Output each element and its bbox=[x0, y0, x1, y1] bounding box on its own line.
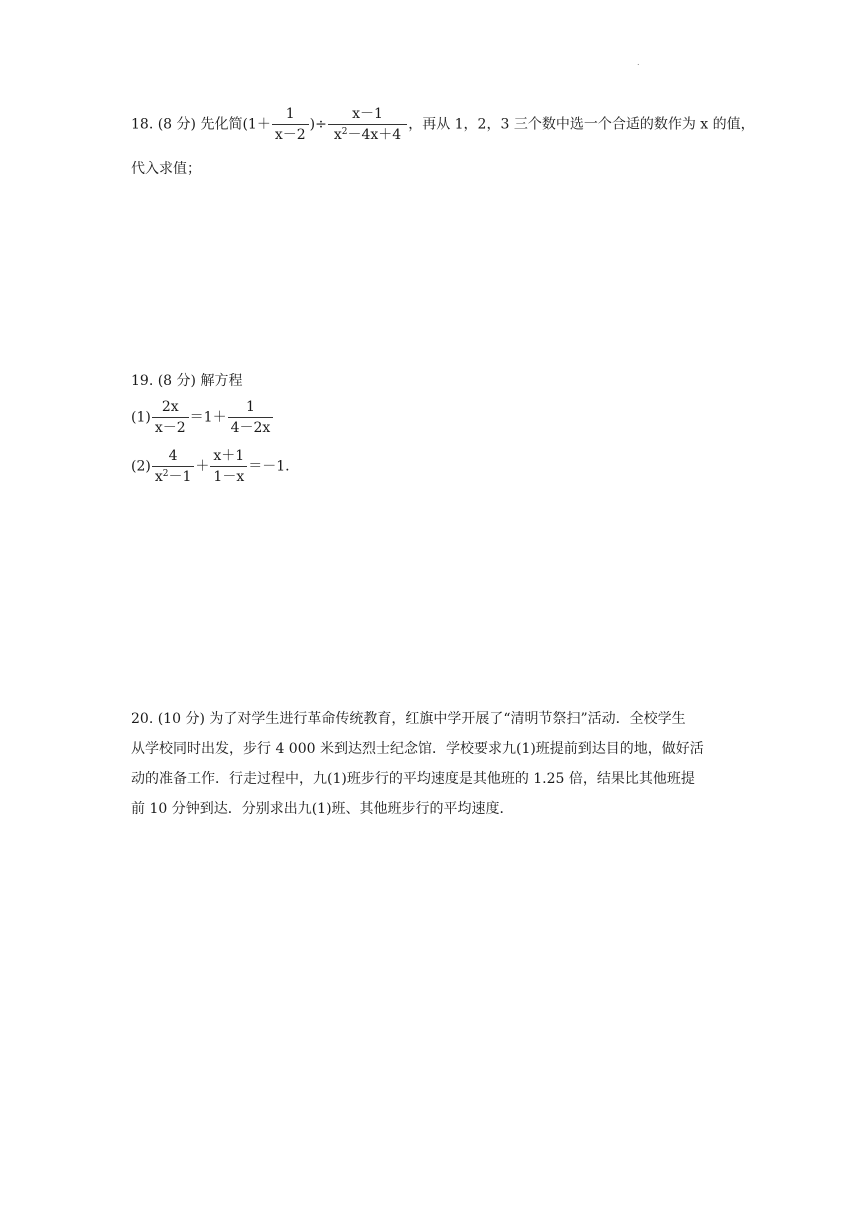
q18-f1-numerator: 1 bbox=[285, 106, 295, 122]
question-18-line-2: 代入求值； bbox=[131, 161, 201, 177]
q20-line: 前 10 分钟到达．分别求出九(1)班、其他班步行的平均速度． bbox=[131, 801, 514, 817]
q19-p1-f2-numerator: 1 bbox=[245, 399, 255, 415]
q18-fraction-2 bbox=[328, 106, 407, 143]
q20-line: 20. (10 分) 为了对学生进行革命传统教育，红旗中学开展了“清明节祭扫”活动．全校学生 bbox=[131, 711, 686, 727]
q19-p2-f2-numerator: x＋1 bbox=[213, 448, 245, 464]
q19-p1-mid: ＝1＋ bbox=[189, 409, 227, 426]
q18-lead: 18. (8 分) 先化简(1＋ bbox=[131, 116, 271, 133]
q19-p1-fraction-1 bbox=[152, 399, 189, 436]
q18-f2-den-rest: －4x＋4 bbox=[347, 127, 402, 144]
q20-line: 动的准备工作．行走过程中，九(1)班步行的平均速度是其他班的 1.25 倍，结果比其他班提 bbox=[131, 771, 695, 787]
q18-f2-den-base: x bbox=[333, 127, 342, 144]
question-19-part-2 bbox=[131, 448, 290, 485]
question-19-part-1 bbox=[131, 399, 274, 436]
q19-p2-f1-den-exponent: 2 bbox=[162, 469, 169, 480]
q18-f2-numerator: x－1 bbox=[352, 106, 383, 122]
q19-p2-fraction-2 bbox=[210, 448, 247, 485]
q19-p2-f1-numerator: 4 bbox=[168, 448, 178, 464]
q18-fraction-1 bbox=[272, 106, 309, 143]
q20-line: 从学校同时出发，步行 4 000 米到达烈士纪念馆．学校要求九(1)班提前到达目的地，做好活 bbox=[131, 741, 704, 757]
q19-p2-mid: ＋ bbox=[195, 458, 210, 475]
q19-p1-label: (1) bbox=[131, 409, 151, 426]
q19-p1-f1-numerator: 2x bbox=[161, 399, 179, 415]
q19-p1-f2-denominator: 4－2x bbox=[228, 417, 274, 436]
question-19-title: 19. (8 分) 解方程 bbox=[131, 373, 243, 389]
question-20 bbox=[131, 704, 731, 824]
q18-tail: ，再从 1，2，3 三个数中选一个合适的数作为 x 的值， bbox=[408, 116, 755, 133]
q19-p2-f1-den-base: x bbox=[154, 469, 163, 486]
q18-f2-den-exponent: 2 bbox=[341, 127, 348, 138]
q19-p2-fraction-1 bbox=[152, 448, 195, 485]
q18-f2-denominator bbox=[328, 124, 407, 143]
q18-f1-denominator: x－2 bbox=[272, 124, 309, 143]
q19-p1-f1-denominator: x－2 bbox=[152, 417, 189, 436]
question-18-line-1 bbox=[131, 106, 755, 143]
q19-p1-fraction-2 bbox=[228, 399, 274, 436]
q19-p2-f2-denominator: 1－x bbox=[210, 466, 247, 485]
q19-p2-label: (2) bbox=[131, 458, 151, 475]
q18-operator: )÷ bbox=[309, 116, 327, 133]
q19-p2-tail: ＝－1. bbox=[248, 458, 290, 475]
q19-p2-f1-denominator bbox=[152, 466, 195, 485]
page-mark: . bbox=[637, 58, 640, 67]
q19-p2-f1-den-rest: －1 bbox=[168, 469, 192, 486]
